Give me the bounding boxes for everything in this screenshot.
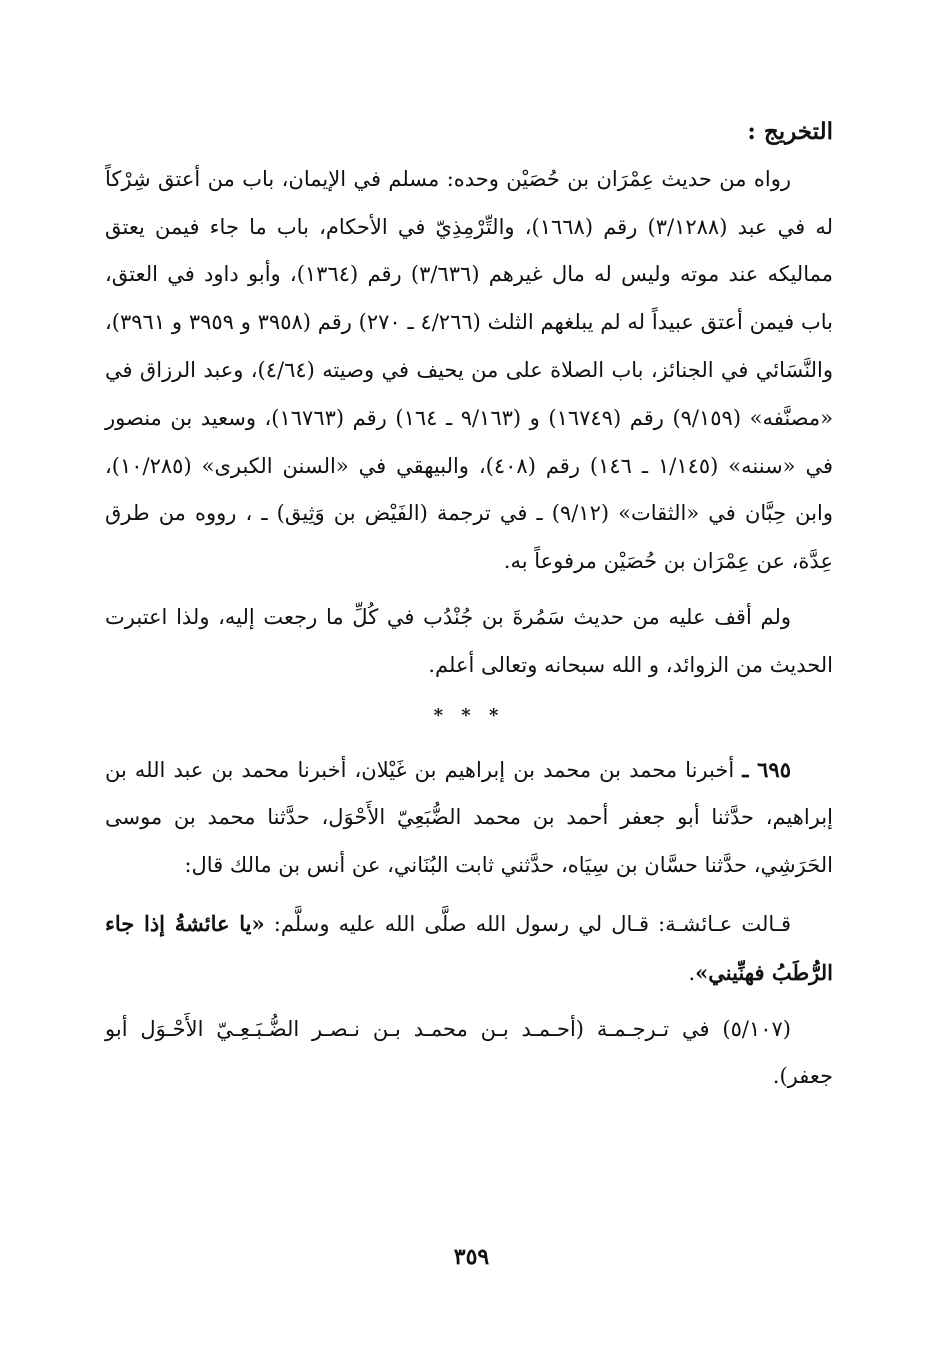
biography-reference-paragraph: (٥/١٠٧) في تـرجـمـة (أحـمـد بـن محمـد بـن نـصـر الضُّـبَـعِـيّ الأَحْـوَل أبو جعفر).	[105, 1016, 833, 1089]
matn-quote: «يا عائشةُ إذا جاء الرُّطَبُ فهنِّيني»	[105, 910, 833, 985]
section-heading: التخريج :	[747, 118, 833, 145]
matn-intro: قـالت عـائشـة: قـال لي رسول الله صلَّى الله عليه وسلَّم:	[264, 911, 792, 936]
note-paragraph: ولم أقف عليه من حديث سَمُرةَ بن جُنْدُب في كُلِّ ما رجعت إليه، ولذا اعتبرت الحديث من الزوائد، و الله سبحانه وتعالى أعلم.	[105, 604, 833, 677]
hadith-number: ٦٩٥ ـ	[742, 756, 791, 782]
page-number: ٣٥٩	[453, 1244, 490, 1270]
hadith-isnad-paragraph	[105, 746, 833, 890]
main-text-block	[105, 108, 833, 1101]
section-separator: * * *	[433, 704, 505, 726]
takhrij-paragraph: رواه من حديث عِمْرَان بن حُصَيْن وحده: مسلم في الإيمان، باب من أعتق شِرْكاً له في عبد (٣/١٢٨٨) رقم (١٦٦٨)، والتِّرْمِذِيّ في الأحكام، باب ما جاء فيمن يعتق مماليكه عند موته وليس له مال غيرهم (٣/٦٣٦) رقم (١٣٦٤)، وأبو داود في العتق، باب فيمن أعتق عبيداً له لم يبلغهم الثلث (٤/٢٦٦ ـ ٢٧٠) رقم (٣٩٥٨ و ٣٩٥٩ و ٣٩٦١)، والنَّسَائي في الجنائز، باب الصلاة على من يحيف في وصيته (٤/٦٤)، وعبد الرزاق في «مصنَّفه» (٩/١٥٩) رقم (١٦٧٤٩) و (٩/١٦٣ ـ ١٦٤) رقم (١٦٧٦٣)، وسعيد بن منصور في «سننه» (١/١٤٥ ـ ١٤٦) رقم (٤٠٨)، والبيهقي في «السنن الكبرى» (١٠/٢٨٥)، وابن حِبَّان في «الثقات» (٩/١٢) ـ في ترجمة (الفَيْض بن وَثِيق) ـ ، رووه من طرق عِدَّة، عن عِمْرَان بن حُصَيْن مرفوعاً به.	[105, 166, 834, 574]
matn-end: .	[688, 960, 696, 985]
hadith-matn-paragraph	[105, 900, 833, 998]
hadith-isnad-text: أخبرنا محمد بن محمد بن إبراهيم بن غَيْلان، أخبرنا محمد بن عبد الله بن إبراهيم، حدَّثنا أبو جعفر أحمد بن محمد الضُّبَعِيّ الأَحْوَل، حدَّثنا محمد بن موسى الحَرَشِي، حدَّثنا حسَّان بن سِيَاه، حدَّثني ثابت البُنَاني، عن أنس بن مالك قال:	[105, 757, 833, 878]
